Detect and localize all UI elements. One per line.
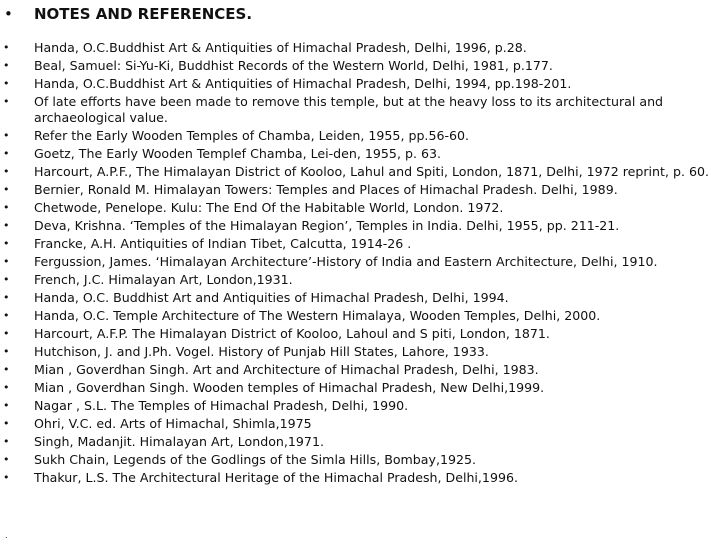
reference-item <box>0 344 720 360</box>
reference-text: Of late efforts have been made to remove this temple, but at the heavy loss to its architectural and archaeological value. <box>34 94 664 125</box>
bullet-icon: • <box>3 435 10 448</box>
reference-item <box>0 164 720 180</box>
reference-item <box>0 218 720 234</box>
bullet-icon: • <box>3 41 10 54</box>
bullet-icon: • <box>3 273 10 286</box>
page-heading <box>4 4 252 24</box>
reference-text: Hutchison, J. and J.Ph. Vogel. History of Punjab Hill States, Lahore, 1933. <box>34 344 489 359</box>
reference-text: Fergussion, James. ‘Himalayan Architecture’-History of India and Eastern Architecture, Delhi, 1910. <box>34 254 658 269</box>
bullet-icon: • <box>3 291 10 304</box>
reference-item <box>0 290 720 306</box>
bullet-icon: • <box>3 77 10 90</box>
reference-item <box>0 200 720 216</box>
bullet-icon: • <box>3 381 10 394</box>
bullet-icon: • <box>3 345 10 358</box>
reference-item <box>0 94 720 126</box>
trailing-mark: . <box>5 531 8 540</box>
bullet-icon: • <box>3 219 10 232</box>
heading-bullet: • <box>4 5 13 23</box>
bullet-icon: • <box>3 255 10 268</box>
bullet-icon: • <box>3 147 10 160</box>
bullet-icon: • <box>3 363 10 376</box>
reference-text: Bernier, Ronald M. Himalayan Towers: Temples and Places of Himachal Pradesh. Delhi, 1989. <box>34 182 618 197</box>
bullet-icon: • <box>3 183 10 196</box>
reference-text: Mian , Goverdhan Singh. Art and Architecture of Himachal Pradesh, Delhi, 1983. <box>34 362 539 377</box>
reference-text: Handa, O.C. Buddhist Art and Antiquities of Himachal Pradesh, Delhi, 1994. <box>34 290 509 305</box>
reference-item <box>0 236 720 252</box>
reference-text: Singh, Madanjit. Himalayan Art, London,1971. <box>34 434 324 449</box>
reference-item <box>0 326 720 342</box>
reference-text: Refer the Early Wooden Temples of Chamba, Leiden, 1955, pp.56-60. <box>34 128 470 143</box>
reference-text: Handa, O.C. Temple Architecture of The Western Himalaya, Wooden Temples, Delhi, 2000. <box>34 308 601 323</box>
bullet-icon: • <box>3 129 10 142</box>
reference-list <box>0 40 720 488</box>
reference-text: Goetz, The Early Wooden Templef Chamba, Lei-den, 1955, p. 63. <box>34 146 441 161</box>
reference-text: Handa, O.C.Buddhist Art & Antiquities of Himachal Pradesh, Delhi, 1994, pp.198-201. <box>34 76 572 91</box>
bullet-icon: • <box>3 399 10 412</box>
bullet-icon: • <box>3 327 10 340</box>
reference-item <box>0 76 720 92</box>
reference-item <box>0 452 720 468</box>
reference-item <box>0 416 720 432</box>
reference-text: Mian , Goverdhan Singh. Wooden temples of Himachal Pradesh, New Delhi,1999. <box>34 380 545 395</box>
reference-item <box>0 308 720 324</box>
bullet-icon: • <box>3 453 10 466</box>
reference-item <box>0 362 720 378</box>
reference-text: Francke, A.H. Antiquities of Indian Tibet, Calcutta, 1914-26 . <box>34 236 412 251</box>
bullet-icon: • <box>3 59 10 72</box>
bullet-icon: • <box>3 165 10 178</box>
reference-item <box>0 182 720 198</box>
bullet-icon: • <box>3 237 10 250</box>
reference-item <box>0 470 720 486</box>
bullet-icon: • <box>3 309 10 322</box>
reference-item <box>0 40 720 56</box>
bullet-icon: • <box>3 201 10 214</box>
reference-text: Beal, Samuel: Si-Yu-Ki, Buddhist Records of the Western World, Delhi, 1981, p.177. <box>34 58 553 73</box>
bullet-icon: • <box>3 471 10 484</box>
reference-item <box>0 272 720 288</box>
reference-text: Harcourt, A.P.F., The Himalayan District of Kooloo, Lahul and Spiti, London, 1871, Delhi, 1972 reprint, p. 60. <box>34 164 709 179</box>
reference-item <box>0 146 720 162</box>
reference-text: Chetwode, Penelope. Kulu: The End Of the Habitable World, London. 1972. <box>34 200 504 215</box>
reference-text: Thakur, L.S. The Architectural Heritage of the Himachal Pradesh, Delhi,1996. <box>34 470 518 485</box>
reference-item <box>0 434 720 450</box>
reference-text: Sukh Chain, Legends of the Godlings of the Simla Hills, Bombay,1925. <box>34 452 477 467</box>
bullet-icon: • <box>3 95 10 108</box>
bullet-icon: • <box>3 417 10 430</box>
reference-text: Harcourt, A.F.P. The Himalayan District of Kooloo, Lahoul and S piti, London, 1871. <box>34 326 550 341</box>
reference-text: Handa, O.C.Buddhist Art & Antiquities of Himachal Pradesh, Delhi, 1996, p.28. <box>34 40 527 55</box>
reference-item <box>0 58 720 74</box>
reference-text: Nagar , S.L. The Temples of Himachal Pradesh, Delhi, 1990. <box>34 398 409 413</box>
reference-text: Deva, Krishna. ‘Temples of the Himalayan Region’, Temples in India. Delhi, 1955, pp. 211-21. <box>34 218 620 233</box>
reference-text: Ohri, V.C. ed. Arts of Himachal, Shimla,1975 <box>34 416 312 431</box>
reference-item <box>0 254 720 270</box>
reference-item <box>0 380 720 396</box>
reference-item <box>0 398 720 414</box>
reference-text: French, J.C. Himalayan Art, London,1931. <box>34 272 293 287</box>
reference-item <box>0 128 720 144</box>
heading-title: NOTES AND REFERENCES. <box>34 5 253 23</box>
